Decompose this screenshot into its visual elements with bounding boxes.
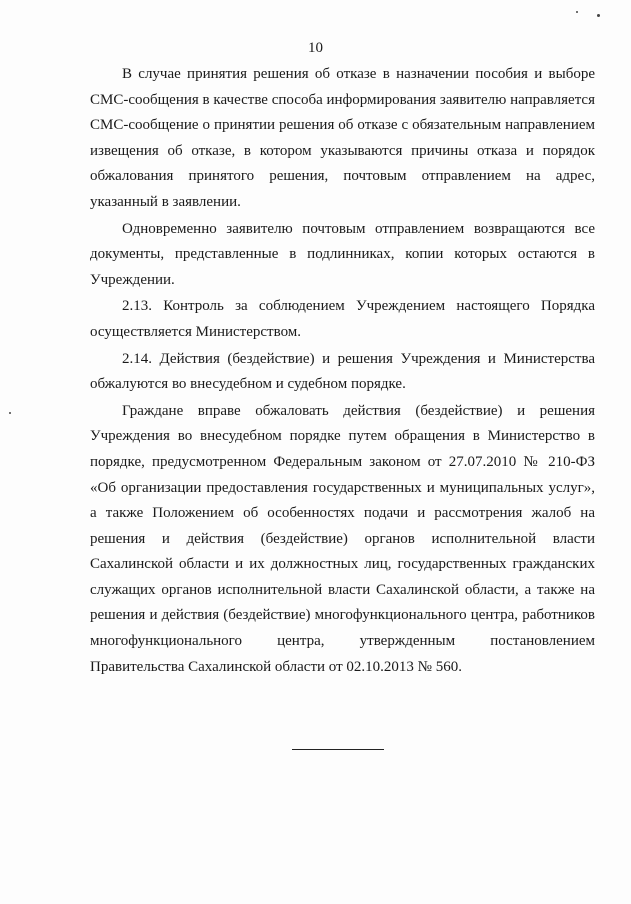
text-line: порядке, предусмотренном Федеральным законом от 27.07.2010 № 210-ФЗ: [90, 453, 595, 470]
text-line: многофункционального центра, утвержденным постановлением: [90, 633, 595, 650]
text-line: 2.14. Действия (бездействие) и решения Учреждения и Министерства: [122, 350, 595, 367]
text-line: обжалуются во внесудебном и судебном порядке.: [90, 376, 406, 393]
closing-divider: [292, 749, 384, 750]
text-line: СМС-сообщение о принятии решения об отказе с обязательным направлением: [90, 117, 595, 134]
text-line: Сахалинской области и их должностных лиц, государственных гражданских: [90, 556, 595, 573]
document-body: [90, 62, 595, 680]
text-line: 2.13. Контроль за соблюдением Учреждением настоящего Порядка: [122, 298, 595, 315]
text-line: СМС-сообщения в качестве способа информирования заявителю направляется: [90, 91, 595, 108]
scan-speck: [597, 14, 600, 17]
paragraph-2-13: [90, 294, 595, 345]
text-line: Граждане вправе обжаловать действия (бездействие) и решения: [122, 402, 595, 419]
scan-speck: [9, 412, 11, 414]
text-line: Учреждении.: [90, 271, 175, 288]
text-line: осуществляется Министерством.: [90, 323, 302, 340]
text-line: а также Положением об особенностях подачи и рассмотрения жалоб на: [90, 505, 595, 522]
text-line: указанный в заявлении.: [90, 193, 241, 210]
text-line: Учреждения во внесудебном порядке путем обращения в Министерство в: [90, 428, 595, 445]
text-line: обжалования принятого решения, почтовым отправлением на адрес,: [90, 168, 595, 185]
scan-speck: [576, 11, 578, 13]
paragraph-documents-return: [90, 217, 595, 294]
text-line: служащих органов исполнительной власти Сахалинской области, а также на: [90, 581, 595, 598]
text-line: В случае принятия решения об отказе в назначении пособия и выборе: [122, 66, 595, 82]
text-line: Одновременно заявителю почтовым отправлением возвращаются все: [122, 220, 595, 237]
text-line: Правительства Сахалинской области от 02.10.2013 № 560.: [90, 658, 462, 675]
paragraph-appeal-procedure: [90, 399, 595, 681]
text-line: «Об организации предоставления государственных и муниципальных услуг»,: [90, 479, 595, 496]
paragraph-2-14: [90, 347, 595, 398]
page-number: 10: [308, 40, 323, 56]
text-line: решения и действия (бездействие) многофункционального центра, работников: [90, 607, 595, 624]
text-line: документы, представленные в подлинниках, копии которых остаются в: [90, 246, 595, 263]
text-line: извещения об отказе, в котором указываются причины отказа и порядок: [90, 142, 595, 159]
text-line: решения и действия (бездействие) органов исполнительной власти: [90, 530, 595, 547]
paragraph-refusal-notice: [90, 62, 595, 216]
